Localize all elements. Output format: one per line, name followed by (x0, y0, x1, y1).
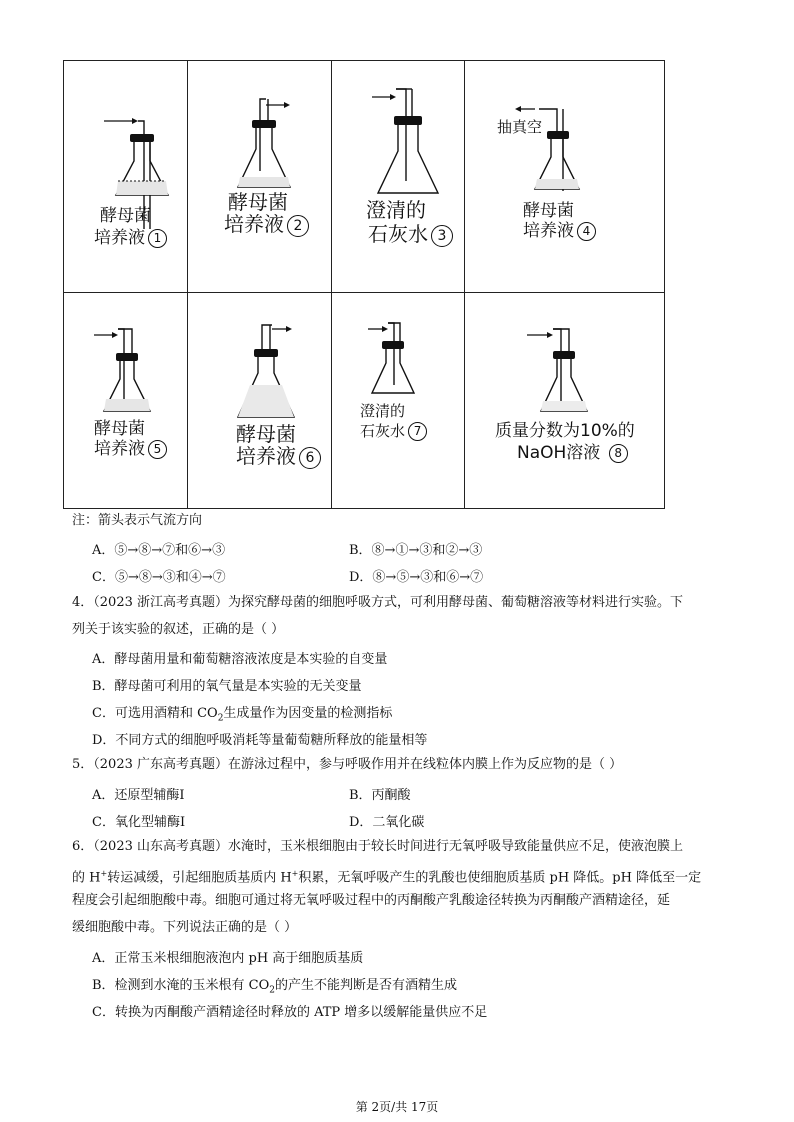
q4-option-d[interactable]: D．不同方式的细胞呼吸消耗等量葡萄糖所释放的能量相等 (92, 733, 428, 748)
apparatus-cell-1 (64, 61, 188, 293)
flask-5-label-line2: 培养液 5 (94, 439, 167, 459)
flask-5-label-line1: 酵母菌 (94, 419, 145, 439)
flask-4-drawing (465, 61, 665, 293)
flask-3-label-line1: 澄清的 (366, 198, 426, 222)
q5-option-d[interactable]: D．二氧化碳 (349, 815, 425, 830)
apparatus-cell-5 (64, 293, 188, 509)
q6-option-c[interactable]: C．转换为丙酮酸产酒精途径时释放的 ATP 增多以缓解能量供应不足 (92, 1005, 488, 1020)
q4-option-c[interactable]: C．可选用酒精和 $CO_2$生成量作为因变量的检测指标 (92, 706, 393, 724)
flask-6-number: 6 (299, 447, 321, 469)
flask-8-drawing (465, 293, 665, 509)
flask-7-label-line1: 澄清的 (360, 402, 406, 420)
q6-option-b[interactable]: B．检测到水淹的玉米根有 $CO_2$的产生不能判断是否有酒精生成 (92, 978, 458, 996)
q6-stem-line4: 缓细胞酸中毒。下列说法正确的是（ ） (72, 920, 298, 935)
apparatus-cell-4 (465, 61, 665, 293)
q6-stem-line3: 程度会引起细胞酸中毒。细胞可通过将无氧呼吸过程中的丙酮酸产乳酸途径转换为丙酮酸产酒精途径，延 (72, 893, 671, 908)
flask-3-drawing (332, 61, 465, 293)
flask-2-label-line2: 培养液 2 (224, 211, 309, 237)
q4-option-b[interactable]: B．酵母菌可利用的氧气量是本实验的无关变量 (92, 679, 362, 694)
page-footer: 第 2页/共 17页 (355, 1100, 439, 1114)
flask-4-label-line2: 培养液 4 (523, 221, 596, 241)
flask-7-label-line2: 石灰水 7 (360, 421, 427, 441)
q5-stem: 5．（2023 广东高考真题）在游泳过程中，参与呼吸作用并在线粒体内膜上作为反应物的是（ ） (72, 757, 623, 772)
flask-5-number: 5 (148, 440, 167, 459)
flask-7-number: 7 (408, 422, 427, 441)
flask-1-label-line1: 酵母菌 (100, 206, 151, 226)
apparatus-cell-7 (332, 293, 465, 509)
flask-3-number: 3 (431, 225, 453, 247)
q5-option-a[interactable]: A．还原型辅酶I (92, 788, 185, 803)
flask-1-drawing (64, 61, 188, 293)
figure-note: 注：箭头表示气流方向 (72, 513, 203, 528)
flask-2-label-line1: 酵母菌 (228, 190, 288, 214)
apparatus-figure (63, 60, 665, 509)
apparatus-cell-6 (188, 293, 332, 509)
q4-stem-line1: 4．（2023 浙江高考真题）为探究酵母菌的细胞呼吸方式，可利用酵母菌、葡萄糖溶液等材料进行实验。下 (72, 595, 683, 610)
q3-option-d[interactable]: D．⑧→⑤→③和⑥→⑦ (349, 570, 484, 585)
flask-4-label-line1: 酵母菌 (523, 201, 574, 221)
flask-6-label-line1: 酵母菌 (236, 422, 296, 446)
flask-1-number: 1 (148, 229, 167, 248)
flask-5-drawing (64, 293, 188, 509)
flask-8-label-line1: 质量分数为10%的 (495, 421, 635, 441)
flask-3-label-line2: 石灰水 3 (368, 221, 453, 247)
apparatus-cell-8 (465, 293, 665, 509)
q3-option-c[interactable]: C．⑤→⑧→③和④→⑦ (92, 570, 226, 585)
vacuum-label: 抽真空 (497, 118, 543, 136)
flask-2-drawing (188, 61, 332, 293)
q6-option-a[interactable]: A．正常玉米根细胞液泡内 pH 高于细胞质基质 (92, 951, 364, 966)
q5-option-b[interactable]: B．丙酮酸 (349, 788, 411, 803)
flask-6-label-line2: 培养液 6 (236, 443, 321, 469)
flask-2-number: 2 (287, 215, 309, 237)
q6-stem-line1: 6．（2023 山东高考真题）水淹时，玉米根细胞由于较长时间进行无氧呼吸导致能量供应不足，使液泡膜上 (72, 839, 683, 854)
q6-stem-line2: 的 H+转运减缓，引起细胞质基质内 H+积累，无氧呼吸产生的乳酸也使细胞质基质 pH 降低。pH 降低至一定 (72, 869, 702, 886)
flask-8-number: 8 (609, 444, 628, 463)
q4-option-a[interactable]: A．酵母菌用量和葡萄糖溶液浓度是本实验的自变量 (92, 652, 388, 667)
flask-6-drawing (188, 293, 332, 509)
q5-option-c[interactable]: C．氧化型辅酶I (92, 815, 186, 830)
q4-stem-line2: 列关于该实验的叙述，正确的是（ ） (72, 622, 285, 637)
q3-option-b[interactable]: B．⑧→①→③和②→③ (349, 543, 483, 558)
apparatus-cell-2 (188, 61, 332, 293)
flask-1-label-line2: 培养液 1 (94, 228, 167, 248)
flask-8-label-line2: NaOH溶液 8 (517, 443, 628, 463)
apparatus-cell-3 (332, 61, 465, 293)
q3-option-a[interactable]: A．⑤→⑧→⑦和⑥→③ (92, 543, 226, 558)
flask-4-number: 4 (577, 222, 596, 241)
